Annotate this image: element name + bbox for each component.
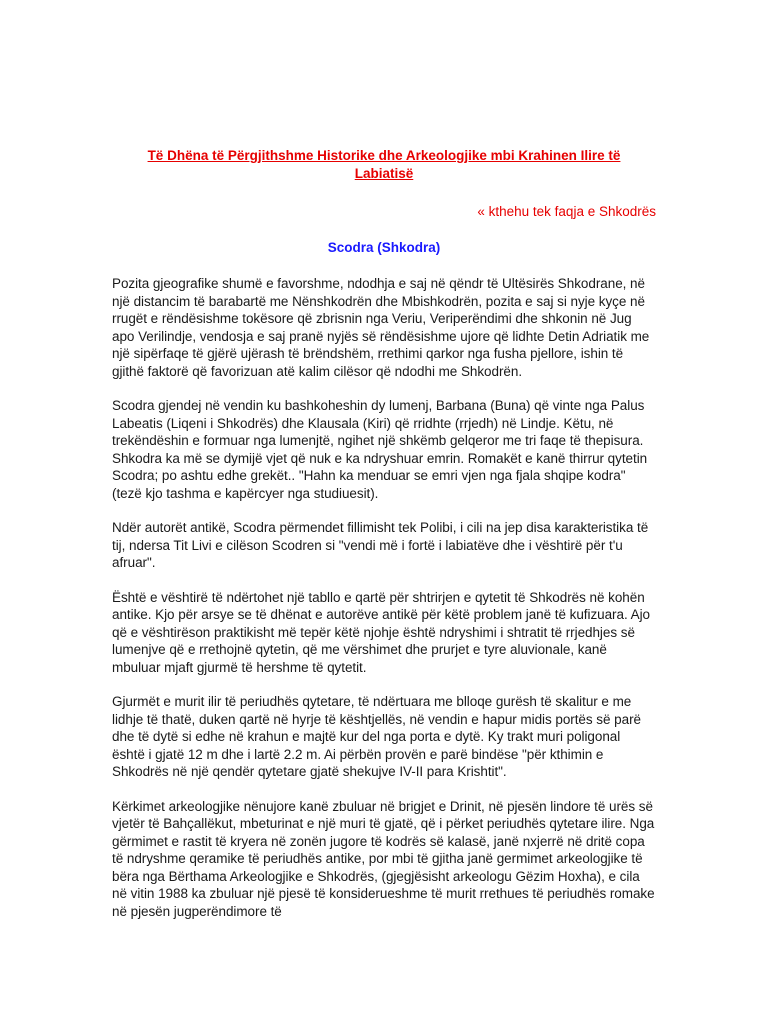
- back-to-shkodra-link[interactable]: « kthehu tek faqja e Shkodrës: [477, 204, 656, 219]
- paragraph: Kërkimet arkeologjike nënujore kanë zbuluar në brigjet e Drinit, në pjesën lindore të urës së vjetër të Bahçallëkut, mbeturinat e një muri të gjatë, që i përket periudhës qytetare ilire. Nga gërmimet e rastit të kryera në zonën jugore të kodrës së kalasë, janë nxjerrë në dritë copa të ndryshme qeramike të periudhës antike, por mbi të gjitha janë germimet arkeologjike të bëra nga Bërthama Arkeologjike e Shkodrës, (gjegjësisht arkeologu Gëzim Hoxha), e cila në vitin 1988 ka zbuluar një pjesë të konsiderueshme të murit rrethues të periudhës romake në pjesën jugperëndimore të: [112, 798, 655, 919]
- article-body: [112, 275, 656, 920]
- paragraph: Pozita gjeografike shumë e favorshme, ndodhja e saj në qëndr të Ultësirës Shkodrane, në një distancim të barabartë me Nënshkodrën dhe Mbishkodrën, pozita e saj si nyje kyçe në rrugët e rëndësishme tokësore që zbrisnin nga Veriu, Veriperëndimi dhe shkonin në Jug apo Verilindje, vendosja e saj pranë nyjës së rëndësishme ujore që lidhte Detin Adriatik me një sipërfaqe të gjërë ujërash të brëndshëm, rrethimi qarkor nga fusha pjellore, ishin të gjithë faktorë që favorizuan atë kalim cilësor që ndodhi me Shkodrën.: [112, 276, 650, 379]
- section-subtitle: Scodra (Shkodra): [327, 240, 441, 255]
- back-link-row: [112, 203, 656, 221]
- paragraph: Është e vështirë të ndërtohet një tabllo e qartë për shtrirjen e qytetit të Shkodrës në kohën antike. Kjo për arsye se të dhënat e autorëve antikë për këtë problem janë të kufizuara. Ajo që e vështirëson praktikisht më tepër këtë njohje është ndryshimi i shtratit të rrjedhjes së lumenjve që e rrethojnë qytetin, që me vërshimet dhe prurjet e tyre aluvionale, kanë mbuluar mjaft gjurmë të hershme të qytetit.: [112, 589, 650, 675]
- paragraph: Gjurmët e murit ilir të periudhës qytetare, të ndërtuara me blloqe gurësh të skalitur e me lidhje të thatë, duken qartë në hyrje të kështjellës, në vendin e hapur midis portës së parë dhe të dytë si edhe në krahun e majtë kur del nga porta e dytë. Ky trakt muri poligonal është i gjatë 12 m dhe i lartë 2.2 m. Ai përbën provën e parë bindëse "për kthimin e Shkodrës në një qendër qytetare gjatë shekujve IV-II para Krishtit".: [112, 694, 641, 779]
- paragraph: Scodra gjendej në vendin ku bashkoheshin dy lumenj, Barbana (Buna) që vinte nga Palus Labeatis (Liqeni i Shkodrës) dhe Klausala (Kiri) që rridhte (rrjedh) në Lindje. Këtu, në trekëndëshin e formuar nga lumenjtë, ngihet një shkëmb gelqeror me tri faqe të thepisura. Shkodra ka më se dymijë vjet që nuk e ka ndryshuar emrin. Romakët e kanë thirrur qytetin Scodra; po ashtu edhe grekët.. "Hahn ka menduar se emri vjen nga fjala shqipe kodra" (tezë kjo tashma e kapërcyer nga studiuesit).: [112, 398, 648, 501]
- page-title: Të Dhëna të Përgjithshme Historike dhe Arkeologjike mbi Krahinen Ilire të Labiatisë: [147, 148, 621, 181]
- paragraph: Ndër autorët antikë, Scodra përmendet fillimisht tek Polibi, i cili na jep disa karakteristika të tij, ndersa Tit Livi e cilëson Scodren si "vendi më i fortë i labiatëve dhe i vështirë për t'u afruar".: [112, 520, 649, 570]
